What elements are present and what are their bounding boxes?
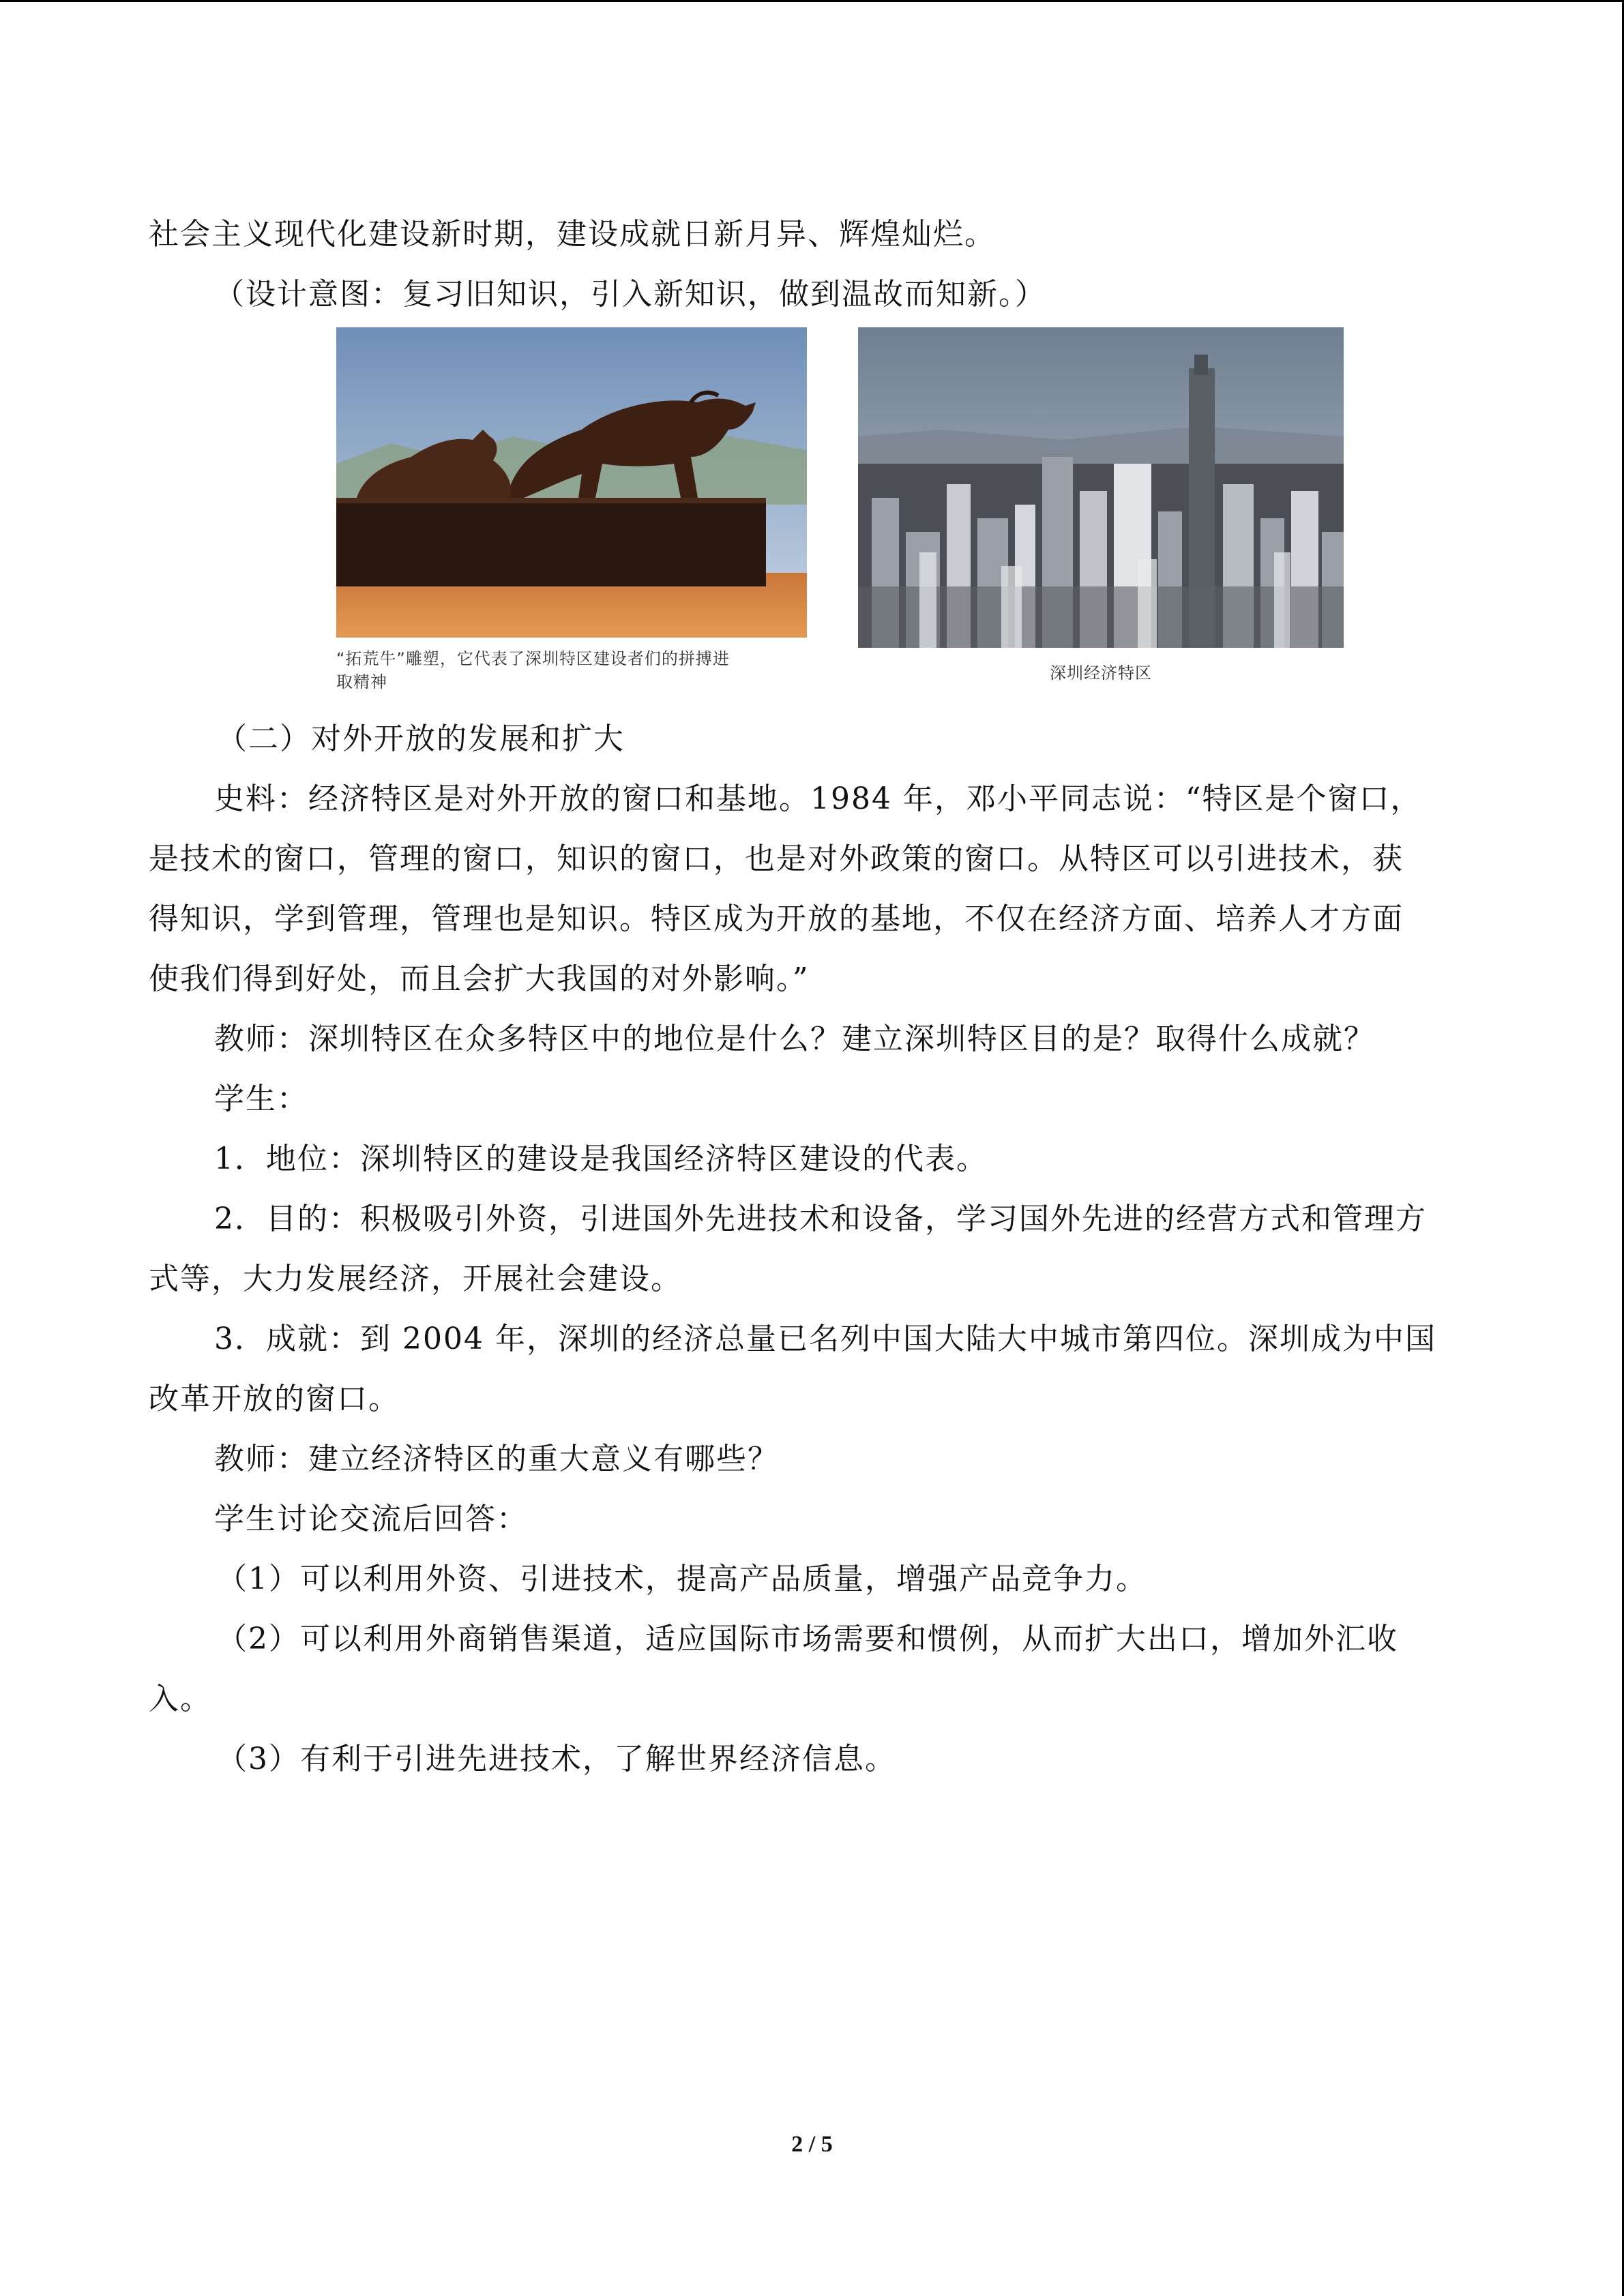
figure-city-skyline (858, 327, 1344, 685)
section-heading: （二）对外开放的发展和扩大 (217, 721, 625, 756)
teacher-question: 教师：深圳特区在众多特区中的地位是什么？建立深圳特区目的是？取得什么成就？ (214, 1022, 1375, 1056)
caption-line: 取精神 (336, 672, 387, 691)
figure-caption-right: 深圳经济特区 (1050, 664, 1152, 683)
significance-item: （3）有利于引进先进技术，了解世界经济信息。 (217, 1742, 896, 1776)
page-border-top (0, 0, 1624, 2)
historical-material-line: 是技术的窗口，管理的窗口，知识的窗口，也是对外政策的窗口。从特区可以引进技术，获 (149, 841, 1404, 876)
significance-item-continued: 入。 (149, 1682, 211, 1716)
design-intent-note: （设计意图：复习旧知识，引入新知识，做到温故而知新。） (214, 277, 1046, 312)
page-number: 2 / 5 (791, 2132, 833, 2157)
figure-caption-left (336, 647, 807, 694)
historical-material-line: 使我们得到好处，而且会扩大我国的对外影响。” (149, 961, 810, 996)
answer-item-continued: 式等，大力发展经济，开展社会建设。 (149, 1262, 682, 1296)
caption-line: “拓荒牛”雕塑，它代表了深圳特区建设者们的拼搏进 (336, 649, 730, 668)
historical-material-line: 史料：经济特区是对外开放的窗口和基地。1984 年，邓小平同志说：“特区是个窗口， (214, 781, 1422, 816)
student-label: 学生： (214, 1082, 308, 1116)
document-body (149, 205, 1472, 1789)
historical-material-line: 得知识，学到管理，管理也是知识。特区成为开放的基地，不仅在经济方面、培养人才方面 (149, 901, 1404, 936)
answer-item: 2．目的：积极吸引外资，引进国外先进技术和设备，学习国外先进的经营方式和管理方 (214, 1202, 1427, 1236)
bull-sculpture-photo (336, 327, 807, 638)
student-discussion-label: 学生讨论交流后回答： (214, 1502, 528, 1536)
answer-item-continued: 改革开放的窗口。 (149, 1382, 400, 1416)
figure-row (149, 327, 1472, 709)
city-skyline-photo (858, 327, 1344, 648)
paragraph-line: 社会主义现代化建设新时期，建设成就日新月异、辉煌灿烂。 (149, 217, 996, 252)
answer-item: 3．成就：到 2004 年，深圳的经济总量已名列中国大陆大中城市第四位。深圳成为中国 (214, 1322, 1436, 1356)
figure-bull-sculpture (336, 327, 807, 694)
significance-item: （1）可以利用外资、引进技术，提高产品质量，增强产品竞争力。 (217, 1562, 1147, 1596)
significance-item: （2）可以利用外商销售渠道，适应国际市场需要和惯例，从而扩大出口，增加外汇收 (217, 1622, 1398, 1656)
teacher-question: 教师：建立经济特区的重大意义有哪些？ (214, 1442, 779, 1476)
answer-item: 1．地位：深圳特区的建设是我国经济特区建设的代表。 (214, 1142, 988, 1176)
